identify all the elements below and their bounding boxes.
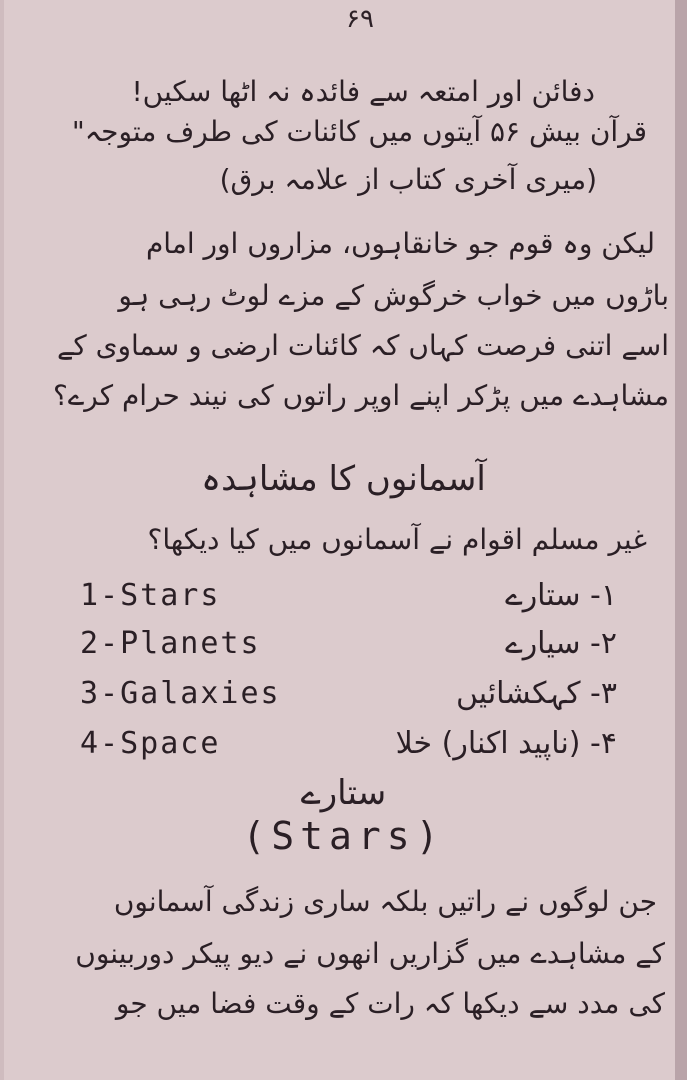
list-item-en: 3-Galaxies <box>80 676 281 711</box>
list-item-ur: ۱- ستارے <box>505 578 617 613</box>
page-left-edge <box>0 0 4 1080</box>
list-item-en: 4-Space <box>80 726 221 761</box>
list-item-ur: ۲- سیارے <box>505 626 617 661</box>
paragraph1-line: مشاہدے میں پڑکر اپنے اوپر راتوں کی نیند حرام کرے؟ <box>53 379 669 412</box>
list-item-en: 1-Stars <box>80 578 221 613</box>
paragraph2-line: کی مدد سے دیکھا کہ رات کے وقت فضا میں جو <box>115 987 665 1020</box>
paragraph2-line: کے مشاہدے میں گزاریں انھوں نے دیو پیکر دوربینوں <box>75 937 665 970</box>
list-item-ur: ۴- (ناپید اکنار) خلا <box>395 726 617 761</box>
paragraph2-line: جن لوگوں نے راتیں بلکہ ساری زندگی آسمانوں <box>113 885 657 918</box>
list-item-en: 2-Planets <box>80 626 261 661</box>
section-heading: آسمانوں کا مشاہدہ <box>201 459 486 499</box>
paragraph1-line: (میری آخری کتاب از علامہ برق) <box>219 163 597 196</box>
paragraph1-line: قرآن بیش ۵۶ آیتوں میں کائنات کی طرف متوجہ" <box>71 115 647 148</box>
question-line: غیر مسلم اقوام نے آسمانوں میں کیا دیکھا؟ <box>147 523 647 556</box>
paragraph1-line: دفائن اور امتعہ سے فائدہ نہ اٹھا سکیں! <box>131 75 595 108</box>
paragraph1-line: اسے اتنی فرصت کہاں کہ کائنات ارضی و سماوی کے <box>56 329 669 362</box>
list-item-ur: ۳- کہکشائیں <box>455 676 617 711</box>
section-title-urdu: ستارے <box>300 773 387 813</box>
section-title-english: (Stars) <box>242 814 445 858</box>
page-right-edge <box>675 0 687 1080</box>
paragraph1-line: لیکن وہ قوم جو خانقاہوں، مزاروں اور امام <box>145 227 655 260</box>
page-number: ۶۹ <box>346 4 374 34</box>
paragraph1-line: باڑوں میں خواب خرگوش کے مزے لوٹ رہی ہو <box>118 279 669 312</box>
